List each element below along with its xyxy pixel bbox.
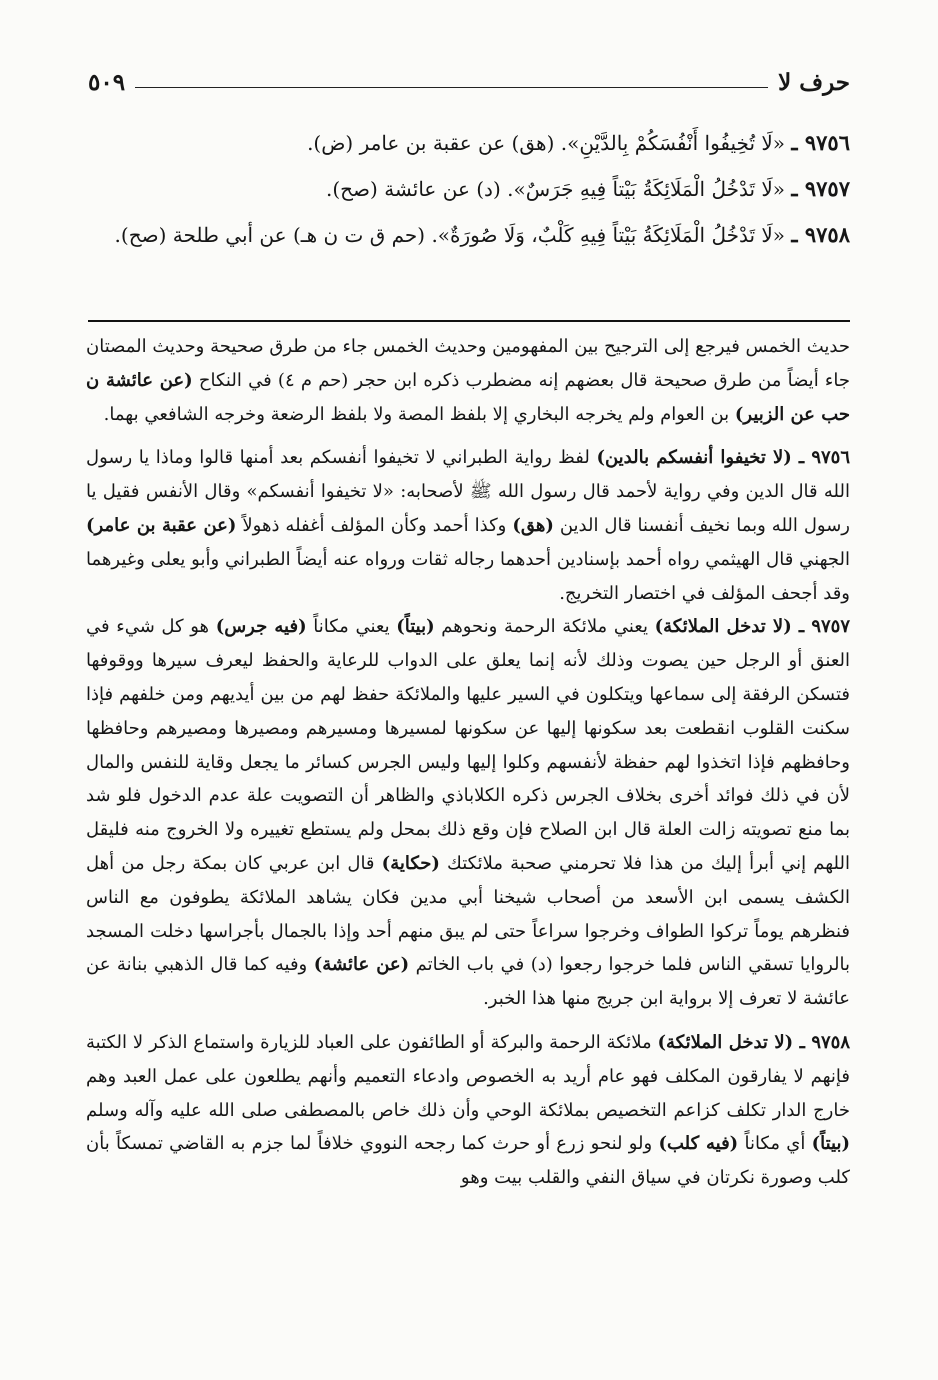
footnote-divider	[88, 320, 850, 322]
commentary-bold-text: (عن عائشة)	[313, 954, 410, 976]
page-header	[88, 62, 850, 96]
commentary-text: أي مكاناً	[744, 1133, 806, 1155]
commentary-bold-text: (هق)	[512, 514, 554, 536]
commentary-text: وكذا أحمد وكأن المؤلف أغفله ذهولاً	[242, 514, 507, 536]
commentary-text: وفيه كما قال الذهبي بنانة عن عائشة لا تعرف إلا برواية ابن جريج منها هذا الخبر.	[86, 954, 850, 1010]
commentary-text: ولو لنحو زرع أو حرث كما رجحه النووي خلافاً لما جزم به القاضي تمسكاً بأن كلب وصورة نكرتان في سياق النفي والقلب بيت وهو	[86, 1133, 850, 1189]
commentary-section	[86, 330, 850, 1195]
commentary-bold-text: (فيه كلب)	[658, 1133, 739, 1155]
hadith-text: «لَا تَدْخُلُ الْمَلَائِكَةُ بَيْتاً فِيهِ كَلْبٌ، وَلَا صُورَةٌ». (حم ق ت ن هـ) عن أبي طلحة (صح).	[114, 223, 786, 247]
commentary-text: يعني مكاناً	[313, 616, 390, 638]
hadith-number: ٩٧٥٧ ـ	[791, 176, 850, 201]
commentary-bold-text: (فيه جرس)	[215, 616, 307, 638]
commentary-text: بن العوام ولم يخرجه البخاري إلا بلفظ المصة ولا بلفظ الرضعة وخرجه الشافعي بهما.	[103, 403, 730, 425]
commentary-bold-text: (عن عقبة بن عامر)	[86, 514, 237, 536]
commentary-bold-text: (بيتاً)	[396, 616, 435, 638]
commentary-text: حديث الخمس فيرجع إلى الترجيح بين المفهومين وحديث الخمس جاء من طرق صحيحة وحديث المصتان جاء أيضاً من طرق صحيحة قال بعضهم إنه مضطرب ذكره ابن حجر (حم م ٤) في النكاح	[86, 336, 850, 391]
commentary-text: قال ابن عربي كان بمكة رجل من أهل الكشف يسمى ابن الأسعد من أصحاب شيخنا أبي مدين فكان يشاهد الملائكة يطوفون مع الناس فنظرهم يوماً تركوا الطواف وخرجوا سراعاً حتى لم يبق منهم أحد وإذا بالجمال بأجراسها دخلت المسجد بالروايا تسقي الناس فلما خرجوا رجعوا (د) في باب الخاتم	[86, 852, 850, 976]
commentary-text: لفظ رواية الطبراني لا تخيفوا أنفسكم بعد أمنها قالوا وماذا يا رسول الله قال الدين وفي رواية لأحمد قال رسول الله ﷺ لأصحابه: «لا تخيفوا أنفسكم» وقال الأنفس فقيل يا رسول الله وبما نخيف أنفسنا قال الدين	[86, 447, 850, 536]
commentary-text: ملائكة الرحمة والبركة أو الطائفون على العباد للزيارة واستماع الذكر لا الكتبة فإنهم لا يفارقون المكلف فهو عام أريد به الخصوص وادعاء التعميم وأنهم يطلعون على عمل العبد وهم خارج الدار تكلف كزاعم التخصيص بملائكة الوحي وأن ذلك خاص بالمصطفى صلى الله عليه وآله وسلم	[86, 1031, 850, 1121]
commentary-text: يعني ملائكة الرحمة ونحوهم	[441, 616, 648, 638]
hadith-number: ٩٧٥٨ ـ	[791, 222, 850, 247]
page-header-title: حرف لا	[778, 69, 850, 96]
hadith-entry	[88, 212, 850, 258]
header-rule	[135, 87, 768, 88]
hadith-text: «لَا تُخِيفُوا أَنْفُسَكُمْ بِالدَّيْنِ». (هق) عن عقبة بن عامر (ض).	[307, 131, 786, 155]
commentary-paragraph	[86, 1026, 850, 1195]
hadith-entry	[88, 166, 850, 212]
commentary-paragraph	[86, 610, 850, 1016]
commentary-bold-text: (حكاية)	[381, 852, 440, 874]
commentary-paragraph	[86, 441, 850, 610]
commentary-lead: ٩٧٥٨ ـ (لا تدخل الملائكة)	[657, 1031, 850, 1053]
commentary-bold-text: (عن عائشة ن حب عن الزبير)	[86, 369, 850, 425]
commentary-text: هو كل شيء في العنق أو الرجل حين يصوت وذلك لأنه إنما يعلق على الدواب للرعاية والحفظ ليعرف سيرها ووقوفها فتسكن الرفقة إلى سماعها ويتكلون في السير عليها والملائكة حفظ لهم من بين أيديهم ومن خلفهم فإذا سكنت القلوب انقطعت بعد سكونها إليها عن سكونها لمسيرها ومسيرهم ومصيرها ومصيرهم وحافظها وحافظهم فإذا اتخذوا لهم حفظة لأنفسهم وكلوا إليها وليس الجرس كسائر ما يجعل وقاية للنفس والمال لأن في ذلك فوائد أخرى بخلاف الجرس ذكره الكلاباذي والظاهر أن التصويت علة عدم الدخول فلو شد بما منع تصويته زالت العلة قال ابن الصلاح فإن وقع ذلك بمحل ولم يستطع تغييره ولا الخروج منه فليقل اللهم إني أبرأ إليك من هذا فلا تحرمني صحبة ملائكتك	[86, 616, 850, 874]
commentary-text: الجهني قال الهيثمي رواه أحمد بإسنادين أحدهما رجاله ثقات ورواه عنه أيضاً الطبراني وأبو يعلى وغيرهما وقد أجحف المؤلف في اختصار التخريج.	[86, 548, 850, 604]
hadith-number: ٩٧٥٦ ـ	[791, 130, 850, 155]
commentary-lead: ٩٧٥٦ ـ (لا تخيفوا أنفسكم بالدين)	[596, 447, 850, 469]
hadith-entry	[88, 120, 850, 166]
hadith-list	[88, 120, 850, 258]
hadith-text: «لَا تَدْخُلُ الْمَلَائِكَةُ بَيْتاً فِيهِ جَرَسٌ». (د) عن عائشة (صح).	[325, 177, 786, 201]
commentary-bold-text: (بيتاً)	[811, 1133, 850, 1155]
commentary-lead: ٩٧٥٧ ـ (لا تدخل الملائكة)	[654, 616, 850, 638]
page-number: ٥٠٩	[88, 69, 126, 96]
commentary-paragraph	[86, 330, 850, 431]
